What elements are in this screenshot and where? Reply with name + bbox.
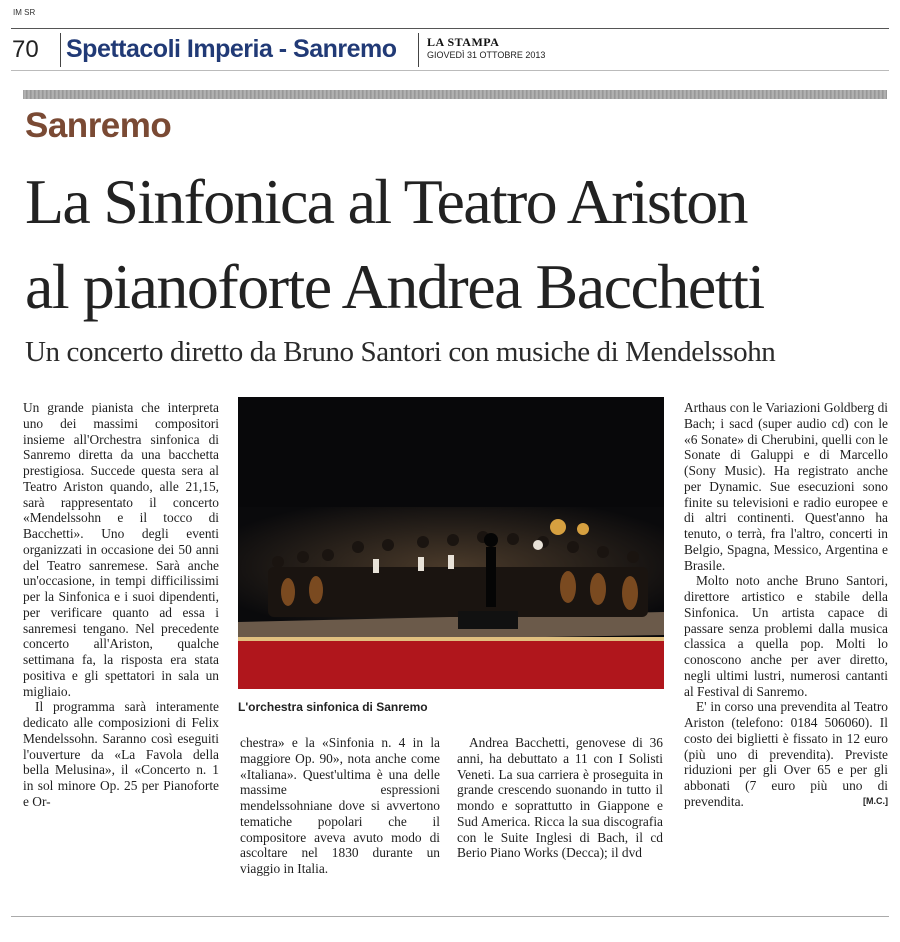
paragraph: Arthaus con le Variazioni Goldberg di Bach; i sacd (super audio cd) con le «6 Sonate» di Cherubini, quelli con le Sonate di Galuppi e di Marcello (Sony Music). Ha registrato anche per Dynamic. Sue esecuzioni sono finite su televisioni e radio europee e di altri continenti. Quest'anno ha tenuto, o terrà, fra l'altro, concerti in Belgio, Spagna, Messico, Argentina e Brasile. (684, 400, 888, 573)
paragraph: chestra» e la «Sinfonia n. 4 in la maggiore Op. 90», nota anche come «Italiana». Quest'ultima è una delle massime espressioni mendelssohniane dove si avvertono tematiche popolari che il compositore aveva avuto modo di ascoltare nel 1830 durante un viaggio in Italia. (240, 735, 440, 876)
article-column-2 (240, 735, 440, 877)
issue-date: GIOVEDÌ 31 OTTOBRE 2013 (427, 50, 546, 60)
header-divider (418, 33, 419, 67)
article-column-3 (457, 735, 663, 861)
paragraph: Un grande pianista che interpreta uno dei massimi compositori insieme all'Orchestra sinfonica di Sanremo diretta da una bacchetta prestigiosa. Succede questa sera al Teatro Ariston quando, alle 21,15, sarà rappresentato il concerto «Mendelssohn e il tocco di Bacchetti». Uno degli eventi organizzati in occasione dei 50 anni del Teatro sanremese. Sarà anche un'occasione, in tempi difficilissimi per la Sinfonica e i suoi dipendenti, per verificare quanto ad essa i sanremesi tengano. Nel precedente concerto all'Ariston, qualche settimana fa, la risposta era stata positiva e gli spettatori in sala un migliaio. (23, 400, 219, 699)
header-bottom-rule (11, 70, 889, 71)
paragraph: Molto noto anche Bruno Santori, direttore artistico e stabile della Sinfonica. Un artista capace di passare senza problemi dalla musica classica a quella pop. Molti lo conoscono anche per aver diretto, negli ultimi lustri, numerosi cantanti al Festival di Sanremo. (684, 573, 888, 699)
orchestra-photo (238, 397, 664, 689)
paragraph-text: E' in corso una prevendita al Teatro Ariston (telefono: 0184 506060). Il costo dei biglietti è fissato in 12 euro (più uno di prevendita). Previste riduzioni per gli Over 65 e per gli abbonati (7 euro più uno di prevendita. (684, 699, 888, 809)
header-divider (60, 33, 61, 67)
page-number: 70 (12, 36, 39, 63)
article-column-4 (684, 400, 888, 810)
paragraph: Andrea Bacchetti, genovese di 36 anni, ha debuttato a 11 con I Solisti Veneti. La sua carriera è proseguita in grande crescendo suonando in tutto il mondo e soprattutto in Giappone e Sud America. Ricca la sua discografia con le Suite Inglesi di Bach, il cd Berio Piano Works (Decca); il dvd (457, 735, 663, 861)
paragraph: Il programma sarà interamente dedicato alle composizioni di Felix Mendelssohn. Saranno così eseguiti l'ouverture da «La Favola della bella Melusina», il «Concerto n. 1 in sol minore Op. 25 per Pianoforte e Or- (23, 699, 219, 809)
article-column-1 (23, 400, 219, 810)
headline-line-2: al pianoforte Andrea Bacchetti (25, 251, 764, 322)
photo-caption: L'orchestra sinfonica di Sanremo (238, 700, 428, 714)
masthead: LA STAMPA (427, 35, 500, 49)
header-rule (11, 28, 889, 29)
article-subhead: Un concerto diretto da Bruno Santori con musiche di Mendelssohn (25, 336, 776, 368)
edition-code: IM SR (13, 8, 36, 17)
orchestra-photo-illustration (238, 397, 664, 689)
decorative-bar (23, 90, 887, 99)
author-signature: [M.C.] (863, 795, 888, 806)
headline-line-1: La Sinfonica al Teatro Ariston (25, 166, 747, 237)
section-title: Spettacoli Imperia - Sanremo (66, 35, 397, 63)
footer-rule (11, 916, 889, 917)
paragraph (684, 699, 888, 809)
article-kicker: Sanremo (25, 106, 172, 145)
